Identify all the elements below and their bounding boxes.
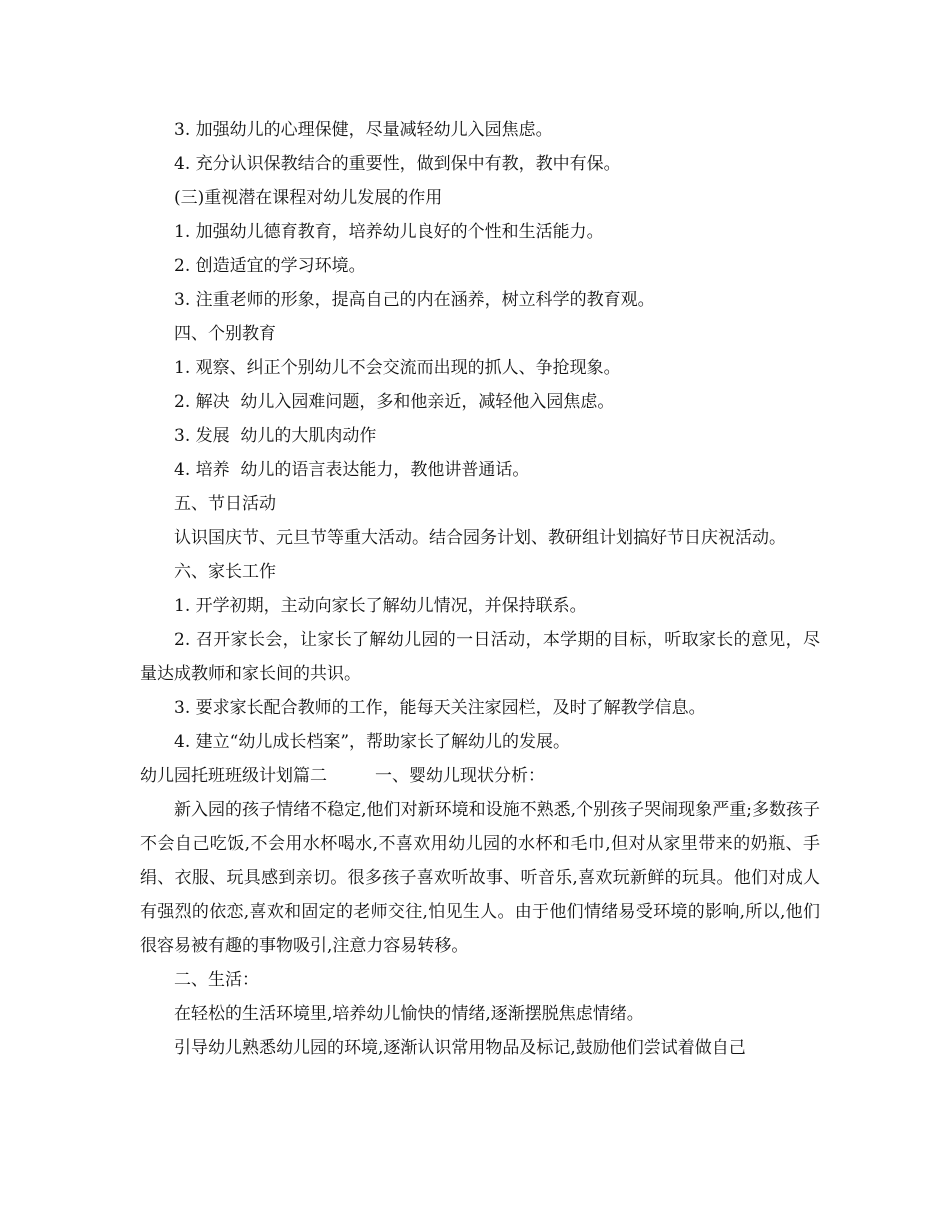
text-line: 2. 解决 幼儿入园难问题，多和他亲近，减轻他入园焦虑。: [174, 392, 615, 412]
document-body: [140, 113, 820, 1065]
section-heading: 六、家长工作: [174, 562, 276, 582]
section-heading: 四、个别教育: [174, 324, 276, 344]
text-line: 3. 加强幼儿的心理保健，尽量减轻幼儿入园焦虑。: [174, 120, 553, 140]
section-heading: 五、节日活动: [174, 494, 276, 514]
plan-two-title: 幼儿园托班班级计划篇二: [140, 766, 327, 786]
text-line: 3. 要求家长配合教师的工作，能每天关注家园栏，及时了解教学信息。: [174, 698, 706, 718]
festival-paragraph: 认识国庆节、元旦节等重大活动。结合园务计划、教研组计划搞好节日庆祝活动。: [174, 528, 786, 548]
section-heading: (三)重视潜在课程对幼儿发展的作用: [174, 188, 443, 208]
section-heading: 二、生活：: [174, 970, 259, 990]
text-line: 3. 发展 幼儿的大肌肉动作: [174, 426, 377, 446]
plan-two-heading-row: [140, 759, 820, 793]
text-line: 3. 注重老师的形象，提高自己的内在涵养，树立科学的教育观。: [174, 290, 655, 310]
text-line: 2. 创造适宜的学习环境。: [174, 256, 366, 276]
text-line: 1. 观察、纠正个别幼儿不会交流而出现的抓人、争抢现象。: [174, 358, 621, 378]
text-line: 在轻松的生活环境里,培养幼儿愉快的情绪,逐渐摆脱焦虑情绪。: [174, 1004, 644, 1024]
text-line: 1. 开学初期，主动向家长了解幼儿情况，并保持联系。: [174, 596, 587, 616]
text-line: 引导幼儿熟悉幼儿园的环境,逐渐认识常用物品及标记,鼓励他们尝试着做自己: [174, 1038, 746, 1058]
text-line: 4. 建立“幼儿成长档案”，帮助家长了解幼儿的发展。: [174, 732, 571, 752]
plan-two-subheading: 一、婴幼儿现状分析：: [375, 766, 545, 786]
text-line: 4. 培养 幼儿的语言表达能力，教他讲普通话。: [174, 460, 530, 480]
analysis-paragraph: 新入园的孩子情绪不稳定,他们对新环境和设施不熟悉,个别孩子哭闹现象严重;多数孩子不会自己吃饭,不会用水杯喝水,不喜欢用幼儿园的水杯和毛巾,但对从家里带来的奶瓶、手绢、衣服、玩具感到亲切。很多孩子喜欢听故事、听音乐,喜欢玩新鲜的玩具。他们对成人有强烈的依恋,喜欢和固定的老师交往,怕见生人。由于他们情绪易受环境的影响,所以,他们很容易被有趣的事物吸引,注意力容易转移。: [140, 800, 820, 956]
text-line: 4. 充分认识保教结合的重要性，做到保中有教，教中有保。: [174, 154, 621, 174]
text-line: 1. 加强幼儿德育教育，培养幼儿良好的个性和生活能力。: [174, 222, 604, 242]
text-paragraph: 2. 召开家长会，让家长了解幼儿园的一日活动，本学期的目标，听取家长的意见，尽量达成教师和家长间的共识。: [140, 630, 820, 684]
